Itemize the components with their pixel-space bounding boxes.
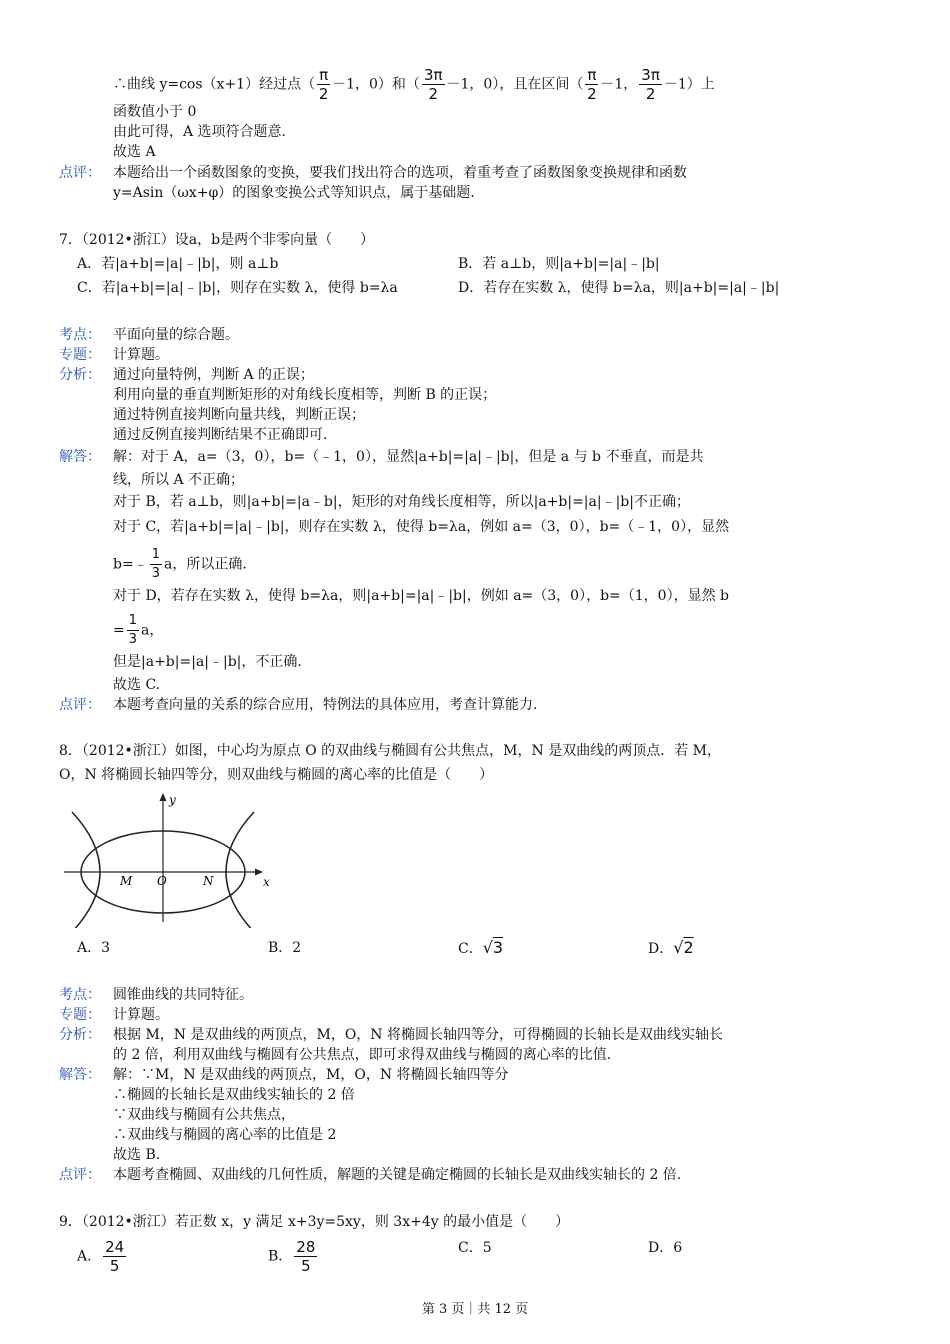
q9-option-b-label: B． xyxy=(268,1248,293,1265)
q7-jie7-a: = xyxy=(113,622,125,639)
q7-jie4: 对于 C，若|a+b|=|a|﹣|b|，则存在实数 λ，使得 b=λa，例如 a=（3，0），b=（﹣1，0），显然 xyxy=(113,519,730,535)
q8-jie5: 故选 B. xyxy=(113,1147,161,1163)
q7-option-b: B．若 a⊥b，则|a+b|=|a|﹣|b| xyxy=(458,256,660,272)
fraction xyxy=(150,546,162,583)
x-axis-arrow xyxy=(255,869,263,876)
q8-ping-tag: 点评： xyxy=(59,1167,101,1183)
q6-text: －1）上 xyxy=(663,76,715,93)
numerator: 3π xyxy=(423,66,443,84)
q8-fen1: 根据 M，N 是双曲线的两顶点，M，O，N 将椭圆长轴四等分，可得椭圆的长轴长是双曲线实轴长 xyxy=(113,1027,723,1043)
q8-ping: 本题考查椭圆、双曲线的几何性质，解题的关键是确定椭圆的长轴长是双曲线实轴长的 2 倍. xyxy=(113,1167,682,1183)
q8-option-b: B．2 xyxy=(268,940,302,956)
q8-zhuan-tag: 专题： xyxy=(59,1007,101,1023)
fraction xyxy=(422,66,445,103)
numerator: π xyxy=(587,66,597,84)
y-axis-arrow xyxy=(160,793,167,801)
q8-kao-tag: 考点： xyxy=(59,987,101,1003)
q7-jie8: 但是|a+b|=|a|﹣|b|，不正确. xyxy=(113,654,302,670)
fraction xyxy=(317,66,330,103)
q8-option-c-label: C． xyxy=(458,941,483,957)
q6-line4: 故选 A xyxy=(113,144,156,160)
q8-option-d-value: 2 xyxy=(683,938,694,957)
q7-jie5 xyxy=(113,546,247,583)
q9-option-a-label: A． xyxy=(77,1248,102,1265)
q7-stem: 7．（2012•浙江）设a，b是两个非零向量（ ） xyxy=(59,232,375,248)
q6-text: －1，0）和（ xyxy=(332,76,420,93)
fraction xyxy=(585,66,598,103)
q7-jie5-b: a，所以正确. xyxy=(163,556,247,573)
q6-text: －1， xyxy=(600,76,638,93)
q7-kao-tag: 考点： xyxy=(59,327,101,343)
q6-line2: 函数值小于 0 xyxy=(113,104,197,120)
sqrt-symbol: √ xyxy=(673,938,684,957)
q7-jie-tag: 解答： xyxy=(59,449,101,465)
q7-jie2: 线，所以 A 不正确； xyxy=(113,472,245,488)
denominator: 3 xyxy=(151,566,160,581)
q7-jie5-a: b=﹣ xyxy=(113,556,148,573)
q9-stem: 9．（2012•浙江）若正数 x，y 满足 x+3y=5xy，则 3x+4y 的最小值是（ ） xyxy=(59,1214,570,1230)
q7-ping-tag: 点评： xyxy=(59,697,101,713)
q8-kao: 圆锥曲线的共同特征。 xyxy=(113,987,253,1003)
q8-fen-tag: 分析： xyxy=(59,1027,101,1043)
q9-option-d: D．6 xyxy=(648,1240,683,1256)
q7-fen3: 通过特例直接判断向量共线，判断正误； xyxy=(113,407,365,423)
q7-fen4: 通过反例直接判断结果不正确即可. xyxy=(113,427,328,443)
q9-option-b xyxy=(268,1238,319,1275)
q8-option-c xyxy=(458,938,503,959)
sqrt-symbol: √ xyxy=(482,938,493,957)
m-label: M xyxy=(120,874,133,888)
q6-line3: 由此可得，A 选项符合题意. xyxy=(113,124,287,140)
q8-jie3: ∵双曲线与椭圆有公共焦点， xyxy=(113,1107,295,1123)
q7-zhuan: 计算题。 xyxy=(113,347,169,363)
hyperbola-right-branch xyxy=(226,812,254,928)
o-label: O xyxy=(157,874,167,888)
numerator: 1 xyxy=(150,546,162,565)
q8-zhuan: 计算题。 xyxy=(113,1007,169,1023)
q7-jie7 xyxy=(113,612,163,649)
denominator: 2 xyxy=(587,85,597,103)
q7-jie3: 对于 B，若 a⊥b，则|a+b|=|a﹣b|，矩形的对角线长度相等，所以|a+b|=|a|﹣|b|不正确； xyxy=(113,494,690,510)
numerator: π xyxy=(319,66,329,84)
denominator: 2 xyxy=(318,85,329,103)
q7-option-c: C．若|a+b|=|a|﹣|b|，则存在实数 λ，使得 b=λa xyxy=(77,280,398,296)
q7-zhuan-tag: 专题： xyxy=(59,347,101,363)
denominator: 2 xyxy=(428,85,438,103)
q8-option-c-value: 3 xyxy=(492,938,504,957)
fraction xyxy=(639,66,662,103)
q8-jie4: ∴双曲线与椭圆的离心率的比值是 2 xyxy=(113,1127,337,1143)
q8-figure xyxy=(62,790,276,928)
denominator: 2 xyxy=(645,85,656,103)
q8-fen2: 的 2 倍，利用双曲线与椭圆有公共焦点，即可求得双曲线与椭圆的离心率的比值. xyxy=(113,1047,612,1063)
q6-ping-tag: 点评： xyxy=(59,165,101,181)
q7-option-d: D．若存在实数 λ，使得 b=λa，则|a+b|=|a|﹣|b| xyxy=(458,280,780,296)
numerator: 24 xyxy=(105,1238,125,1256)
q9-option-a xyxy=(77,1238,128,1275)
q8-option-a: A．3 xyxy=(77,940,111,956)
q7-jie6: 对于 D，若存在实数 λ，使得 b=λa，则|a+b|=|a|﹣|b|，例如 a=（3，0），b=（1，0），显然 b xyxy=(113,588,729,604)
q8-stem2: O，N 将椭圆长轴四等分，则双曲线与椭圆的离心率的比值是（ ） xyxy=(59,767,494,783)
q8-jie1: 解：∵M，N 是双曲线的两顶点，M，O，N 将椭圆长轴四等分 xyxy=(113,1067,509,1083)
q9-option-c: C．5 xyxy=(458,1240,492,1256)
numerator: 1 xyxy=(127,612,139,631)
q7-option-a: A．若|a+b|=|a|﹣|b|，则 a⊥b xyxy=(77,256,279,272)
x-label: x xyxy=(263,875,270,889)
q7-fen1: 通过向量特例，判断 A 的正误； xyxy=(113,367,315,383)
hyperbola-left-branch xyxy=(72,812,100,928)
fraction xyxy=(127,612,139,649)
q7-kao: 平面向量的综合题。 xyxy=(113,327,239,343)
fraction xyxy=(294,1238,317,1275)
q8-stem1: 8．（2012•浙江）如图，中心均为原点 O 的双曲线与椭圆有公共焦点，M，N 是双曲线的两顶点．若 M， xyxy=(59,743,721,759)
numerator: 3π xyxy=(641,66,660,84)
q8-option-d-label: D． xyxy=(648,941,674,957)
q7-jie9: 故选 C. xyxy=(113,677,161,693)
denominator: 3 xyxy=(128,632,138,647)
q7-jie1: 解：对于 A，a=（3，0），b=（﹣1，0），显然|a+b|=|a|﹣|b|，但是 a 与 b 不垂直，而是共 xyxy=(113,449,704,465)
q7-fen2: 利用向量的垂直判断矩形的对角线长度相等，判断 B 的正误； xyxy=(113,387,497,403)
numerator: 28 xyxy=(296,1238,316,1256)
page-footer: 第 3 页｜共 12 页 xyxy=(421,1302,529,1317)
q7-jie7-b: a， xyxy=(141,622,164,639)
q8-jie-tag: 解答： xyxy=(59,1067,101,1083)
denominator: 5 xyxy=(301,1257,311,1275)
q8-option-d xyxy=(648,938,694,959)
n-label: N xyxy=(203,874,214,888)
denominator: 5 xyxy=(109,1257,120,1275)
y-label: y xyxy=(169,793,176,807)
q6-text: ∴曲线 y=cos（x+1）经过点（ xyxy=(113,76,316,93)
q6-line1 xyxy=(113,66,715,103)
q6-ping1: 本题给出一个函数图象的变换，要我们找出符合的选项，着重考查了函数图象变换规律和函数 xyxy=(113,165,687,181)
q6-text: －1，0），且在区间（ xyxy=(446,76,584,93)
q8-jie2: ∴椭圆的长轴长是双曲线实轴长的 2 倍 xyxy=(113,1087,355,1103)
fraction xyxy=(103,1238,126,1275)
q7-ping: 本题考查向量的关系的综合应用，特例法的具体应用，考查计算能力. xyxy=(113,697,538,713)
q7-fen-tag: 分析： xyxy=(59,367,101,383)
q6-ping2: y=Asin（ωx+φ）的图象变换公式等知识点，属于基础题. xyxy=(113,185,475,201)
